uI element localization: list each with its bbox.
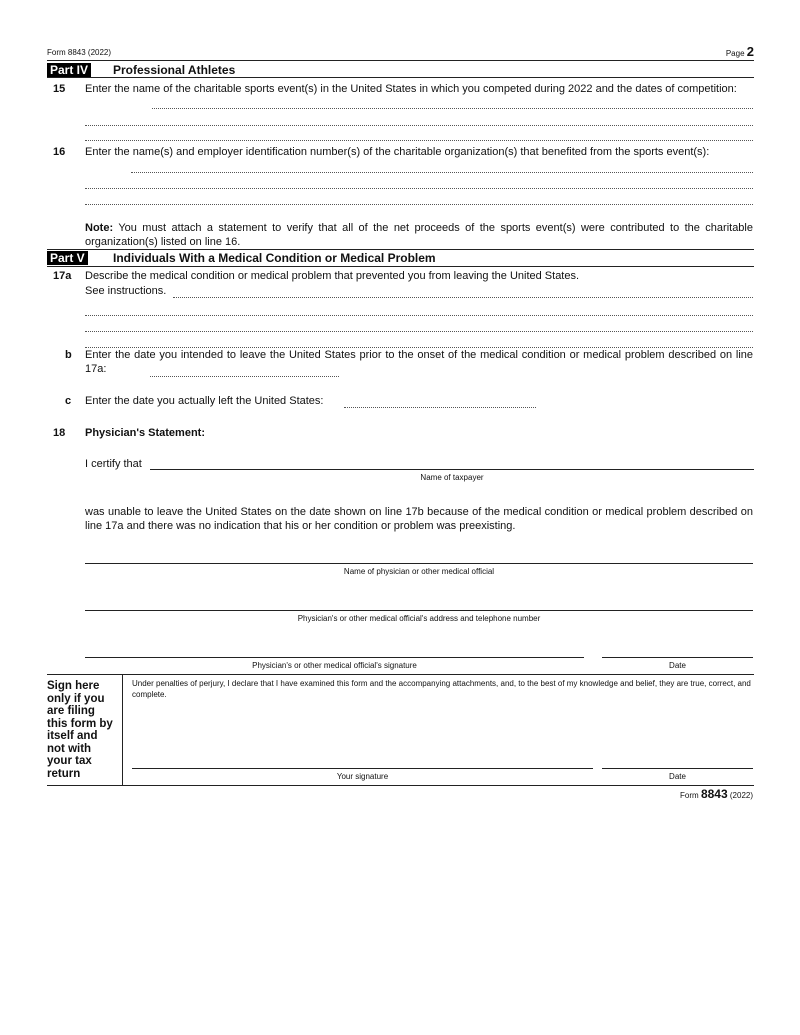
note-text: You must attach a statement to verify that all of the net proceeds of the sports event(s) were contributed to the charitable organization(s) listed on line 16. [85,222,753,248]
line-17b-date-input[interactable] [150,366,339,377]
physician-signature-input[interactable] [85,648,584,658]
line-16-input-3[interactable] [85,194,753,205]
part-iv-note [85,221,753,249]
line-17c-date-input[interactable] [344,397,536,408]
line-17b-number: b [65,349,72,361]
note-label: Note: [85,222,114,234]
sign-date-input[interactable] [602,759,753,769]
page-number: 2 [746,44,754,59]
line-17c-number: c [65,395,72,407]
physician-address-input[interactable] [85,601,753,611]
sign-here-section [47,674,754,786]
line-16-input-1[interactable] [131,162,753,173]
line-17c-text: Enter the date you actually left the United States: [85,395,324,407]
physician-date-input[interactable] [602,648,753,658]
footer-year: (2022) [729,791,753,800]
page-label: Page [725,49,745,58]
part-iv-header [47,62,754,78]
line-15-label: Enter the name of the charitable sports event(s) in the United States in which you competed during 2022 and the dates of competition: [85,83,737,95]
line-17a-number: 17a [53,270,72,282]
physician-date-caption: Date [669,661,686,670]
perjury-statement: Under penalties of perjury, I declare that I have examined this form and the accompanying attachments, and, to the best of my knowledge and belief, they are true, correct, and complete. [132,679,751,699]
line-16-number: 16 [53,146,66,158]
line-17a-text-1: Describe the medical condition or medical problem that prevented you from leaving the United States. [85,270,580,282]
sign-here-label: Sign here only if you are filing this form by itself and not with your tax return [47,680,113,780]
header-rule [47,60,754,61]
physician-address-caption: Physician's or other medical official's address and telephone number [297,614,541,623]
page-indicator [726,44,754,59]
line-17a-text-2: See instructions. [85,285,167,297]
line-17a-input-3[interactable] [85,321,753,332]
line-15-input-2[interactable] [85,115,753,126]
physician-signature-caption: Physician's or other medical official's signature [252,661,417,670]
part-iv-label: Part IV [47,63,91,77]
footer-form-word: Form [680,791,699,800]
part-v-title: Individuals With a Medical Condition or Medical Problem [113,251,436,265]
form-reference: Form 8843 (2022) [47,48,112,57]
part-v-label: Part V [47,251,88,265]
part-iv-title: Professional Athletes [113,63,236,77]
taxpayer-name-caption: Name of taxpayer [420,473,484,482]
line-16-label: Enter the name(s) and employer identification number(s) of the charitable organization(s) that benefited from the sports event(s): [85,146,710,158]
physician-name-input[interactable] [85,554,753,564]
part-v-header [47,249,754,267]
line-18-title: Physician's Statement: [85,427,205,439]
line-15-input-1[interactable] [152,98,753,109]
line-17a-input-4[interactable] [85,337,753,348]
sign-date-caption: Date [669,772,686,781]
line-15-text [85,82,753,96]
your-signature-input[interactable] [132,759,593,769]
footer-form-number: 8843 [700,787,728,801]
line-17a-input-2[interactable] [85,305,753,316]
line-15-number: 15 [53,83,66,95]
line-16-input-2[interactable] [85,178,753,189]
line-15-input-3[interactable] [85,130,753,141]
line-17a-input-1[interactable] [173,287,753,298]
taxpayer-name-input[interactable] [150,460,754,470]
footer-form-label [680,787,753,801]
certify-text: I certify that [85,458,142,470]
line-16-text [85,145,753,159]
physician-name-caption: Name of physician or other medical official [343,567,495,576]
line-17b-text: Enter the date you intended to leave the United States prior to the onset of the medical condition or medical problem described on line 17a: [85,349,753,375]
sign-here-divider [122,675,123,785]
line-18-number: 18 [53,427,66,439]
your-signature-caption: Your signature [336,772,389,781]
physician-statement-text: was unable to leave the United States on the date shown on line 17b because of the medical condition or medical problem described on line 17a and there was no indication that his or her condition or problem was preexisting. [85,506,753,532]
